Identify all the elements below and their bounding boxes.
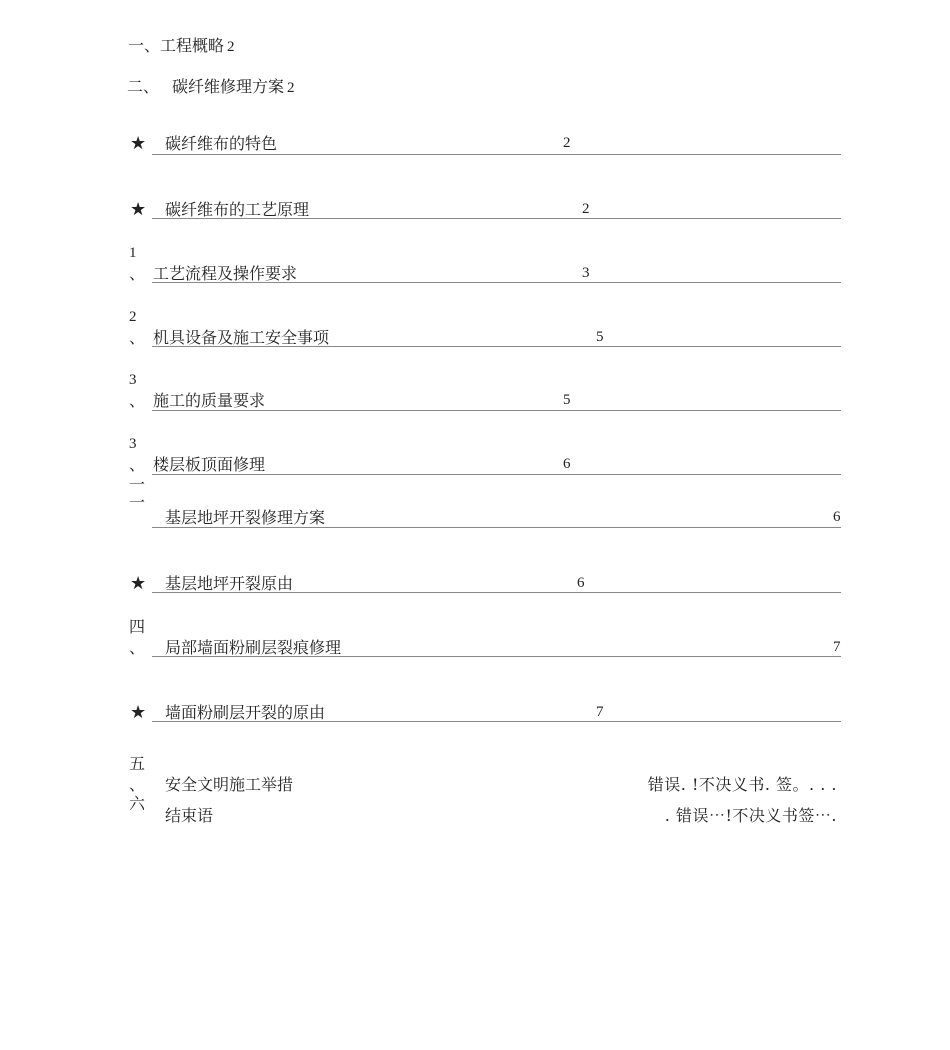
toc-entry-5-mark: 、 [129, 264, 146, 283]
toc-entry-14-label[interactable]: 结束语 [165, 806, 214, 825]
toc-entry-6-mark: 、 [129, 328, 146, 347]
toc-entry-1-label: 一、工程概略 [128, 36, 225, 55]
toc-entry-7-page: 5 [563, 392, 571, 408]
toc-entry-13-mark: 、 [129, 775, 146, 794]
toc-entry-11-rule [152, 656, 841, 657]
toc-entry-6-label[interactable]: 机具设备及施工安全事项 [153, 328, 330, 347]
toc-entry-9-page: 6 [833, 509, 841, 525]
toc-entry-2-label: 碳纤维修理方案 [172, 77, 285, 96]
toc-entry-12-rule [152, 721, 841, 722]
toc-entry-6-page: 5 [596, 329, 604, 345]
toc-entry-10-page: 6 [577, 575, 585, 591]
toc-entry-11-mark: 、 [129, 638, 146, 657]
toc-entry-2[interactable] [127, 79, 295, 96]
toc-entry-11-number: 四 [129, 617, 146, 636]
star-icon: ★ [130, 702, 147, 723]
toc-entry-7-label[interactable]: 施工的质量要求 [153, 391, 266, 410]
toc-entry-7-number: 3 [129, 372, 137, 388]
toc-entry-8-label[interactable]: 楼层板顶面修理 [153, 455, 266, 474]
toc-entry-8-page: 6 [563, 456, 571, 472]
toc-entry-4-rule [152, 218, 841, 219]
toc-entry-11-page: 7 [833, 639, 841, 655]
toc-entry-1-page: 2 [227, 39, 235, 55]
star-icon: ★ [130, 199, 147, 220]
toc-entry-14-error-text: . 错误⋯!不决义书签⋯. [664, 806, 837, 825]
toc-entry-7-rule [152, 410, 841, 411]
toc-entry-3-rule [152, 154, 841, 155]
toc-entry-9-number: 一 [129, 475, 146, 494]
toc-entry-13-number: 五 [129, 754, 146, 773]
toc-entry-8-rule [152, 474, 841, 475]
toc-entry-5-number: 1 [129, 245, 137, 261]
toc-entry-8-number: 3 [129, 436, 137, 452]
toc-entry-14-number: 六 [129, 794, 146, 813]
toc-entry-5-label[interactable]: 工艺流程及操作要求 [153, 264, 298, 283]
toc-entry-2-prefix: 二、 [127, 77, 160, 96]
toc-entry-3-page: 2 [563, 135, 571, 151]
toc-entry-6-number: 2 [129, 309, 137, 325]
toc-entry-12-label[interactable]: 墙面粉刷层开裂的原由 [165, 703, 326, 722]
toc-entry-11-label[interactable]: 局部墙面粉刷层裂痕修理 [165, 638, 342, 657]
star-icon: ★ [130, 573, 147, 594]
toc-entry-6-rule [152, 346, 841, 347]
toc-entry-10-rule [152, 592, 841, 593]
toc-entry-2-page: 2 [287, 80, 295, 96]
toc-entry-9-rule [152, 527, 841, 528]
toc-entry-9-number: 一 [129, 493, 146, 512]
star-icon: ★ [130, 133, 147, 154]
toc-entry-8-mark: 、 [129, 455, 146, 474]
toc-entry-3-label[interactable]: 碳纤维布的特色 [165, 134, 278, 153]
toc-entry-10-label[interactable]: 基层地坪开裂原由 [165, 574, 294, 593]
toc-entry-12-page: 7 [596, 704, 604, 720]
toc-entry-4-page: 2 [582, 201, 590, 217]
toc-entry-13-label[interactable]: 安全文明施工举措 [165, 775, 294, 794]
toc-entry-4-label[interactable]: 碳纤维布的工艺原理 [165, 200, 310, 219]
toc-entry-7-mark: 、 [129, 391, 146, 410]
toc-entry-5-rule [152, 282, 841, 283]
toc-entry-1[interactable] [128, 38, 235, 55]
toc-entry-13-error-text: 错误. !不决义书. 签。. . . [647, 775, 837, 794]
toc-entry-5-page: 3 [582, 265, 590, 281]
toc-entry-9-label[interactable]: 基层地坪开裂修理方案 [165, 508, 326, 527]
